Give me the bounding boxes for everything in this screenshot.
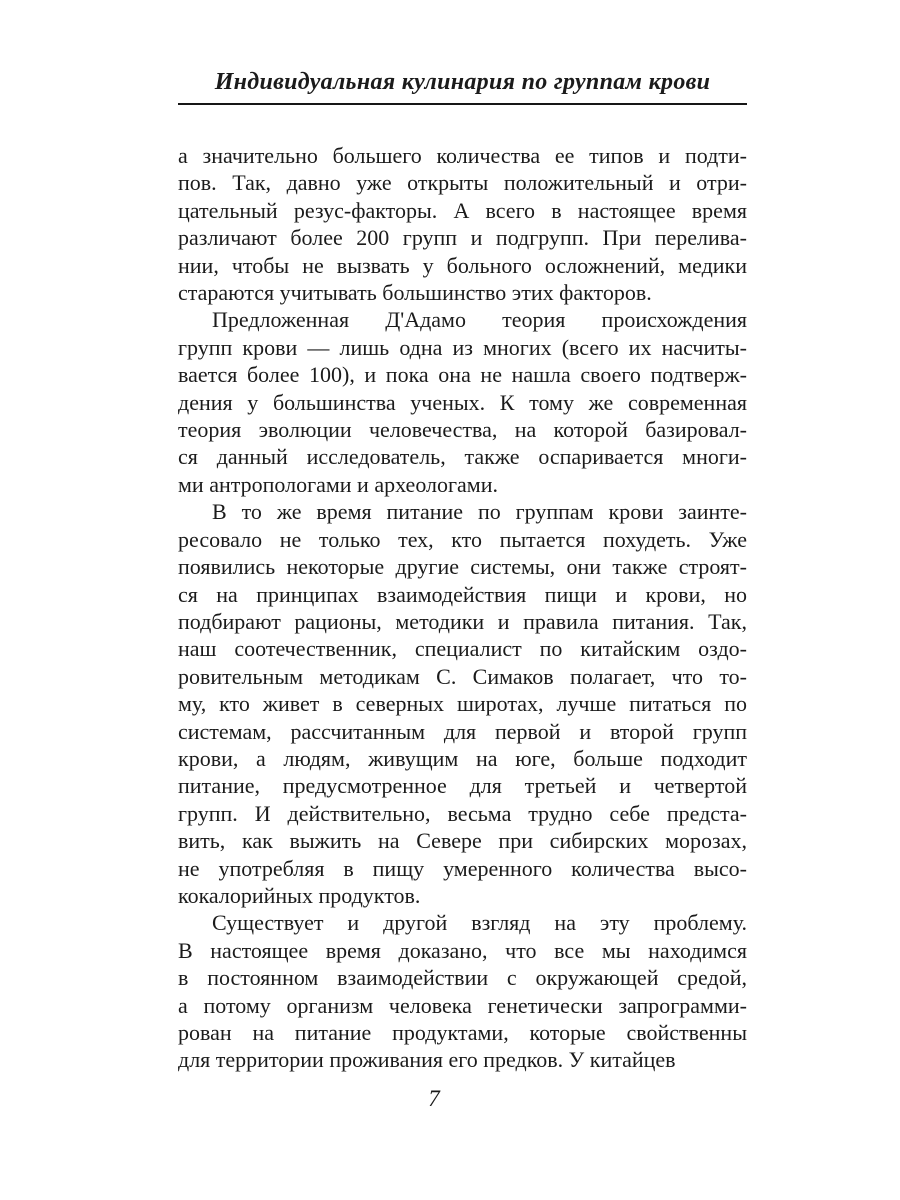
text-line: подбирают рационы, методики и правила питания. Так, (178, 608, 747, 634)
text-line: ся на принципах взаимодействия пищи и крови, но (178, 581, 747, 607)
text-line: а значительно большего количества ее типов и подти- (178, 143, 747, 168)
text-line: ровительным методикам С. Симаков полагает, что то- (178, 663, 747, 689)
text-line: теория эволюции человечества, на которой базировал- (178, 417, 747, 443)
text-line: кокалорийных продуктов. (178, 882, 421, 908)
text-line: вить, как выжить на Севере при сибирских морозах, (178, 828, 747, 854)
text-line: для территории проживания его предков. У китайцев (178, 1047, 676, 1073)
text-line: рован на питание продуктами, которые свойственны (178, 1020, 747, 1045)
text-line: В настоящее время доказано, что все мы находимся (178, 937, 747, 963)
text-line: появились некоторые другие системы, они также строят- (178, 554, 747, 580)
text-line: цательный резус-факторы. А всего в настоящее время (178, 197, 747, 223)
text-line: ся данный исследователь, также оспаривается многи- (178, 444, 747, 470)
text-line: в постоянном взаимодействии с окружающей средой, (178, 965, 747, 991)
running-header-title: Индивидуальная кулинария по группам крови (214, 69, 711, 95)
text-line: крови, а людям, живущим на юге, больше подходит (178, 745, 747, 771)
text-line: пов. Так, давно уже открыты положительный и отри- (178, 170, 747, 196)
text-line: питание, предусмотренное для третьей и четвертой (178, 773, 747, 799)
text-line: Предложенная Д'Адамо теория происхождения (212, 307, 747, 333)
text-line: стараются учитывать большинство этих факторов. (178, 280, 652, 306)
text-line: ми антропологами и археологами. (178, 471, 498, 497)
paragraph (178, 142, 747, 306)
text-line: групп. И действительно, весьма трудно себе предста- (178, 800, 747, 826)
text-line: различают более 200 групп и подгрупп. При перелива- (178, 225, 747, 251)
text-line: а потому организм человека генетически запрограмми- (178, 992, 747, 1018)
paragraph (178, 909, 747, 1073)
page-text (178, 142, 747, 1074)
text-line: ресовало не только тех, кто пытается похудеть. Уже (178, 526, 747, 552)
page-number: 7 (428, 1086, 440, 1111)
paragraph (178, 306, 747, 498)
header-rule (178, 103, 747, 105)
paragraph (178, 498, 747, 909)
text-line: наш соотечественник, специалист по китайским оздо- (178, 636, 747, 662)
text-line: му, кто живет в северных широтах, лучше питаться по (178, 691, 747, 717)
text-line: В то же время питание по группам крови заинте- (212, 499, 747, 525)
text-line: не употребляя в пищу умеренного количества высо- (178, 855, 747, 881)
text-line: вается более 100), и пока она не нашла своего подтверж- (178, 362, 747, 388)
text-line: Существует и другой взгляд на эту проблему. (212, 910, 747, 936)
text-line: нии, чтобы не вызвать у больного осложнений, медики (178, 252, 747, 278)
text-line: дения у большинства ученых. К тому же современная (178, 389, 747, 415)
text-line: групп крови — лишь одна из многих (всего их насчиты- (178, 334, 747, 360)
text-line: системам, рассчитанным для первой и второй групп (178, 718, 747, 744)
